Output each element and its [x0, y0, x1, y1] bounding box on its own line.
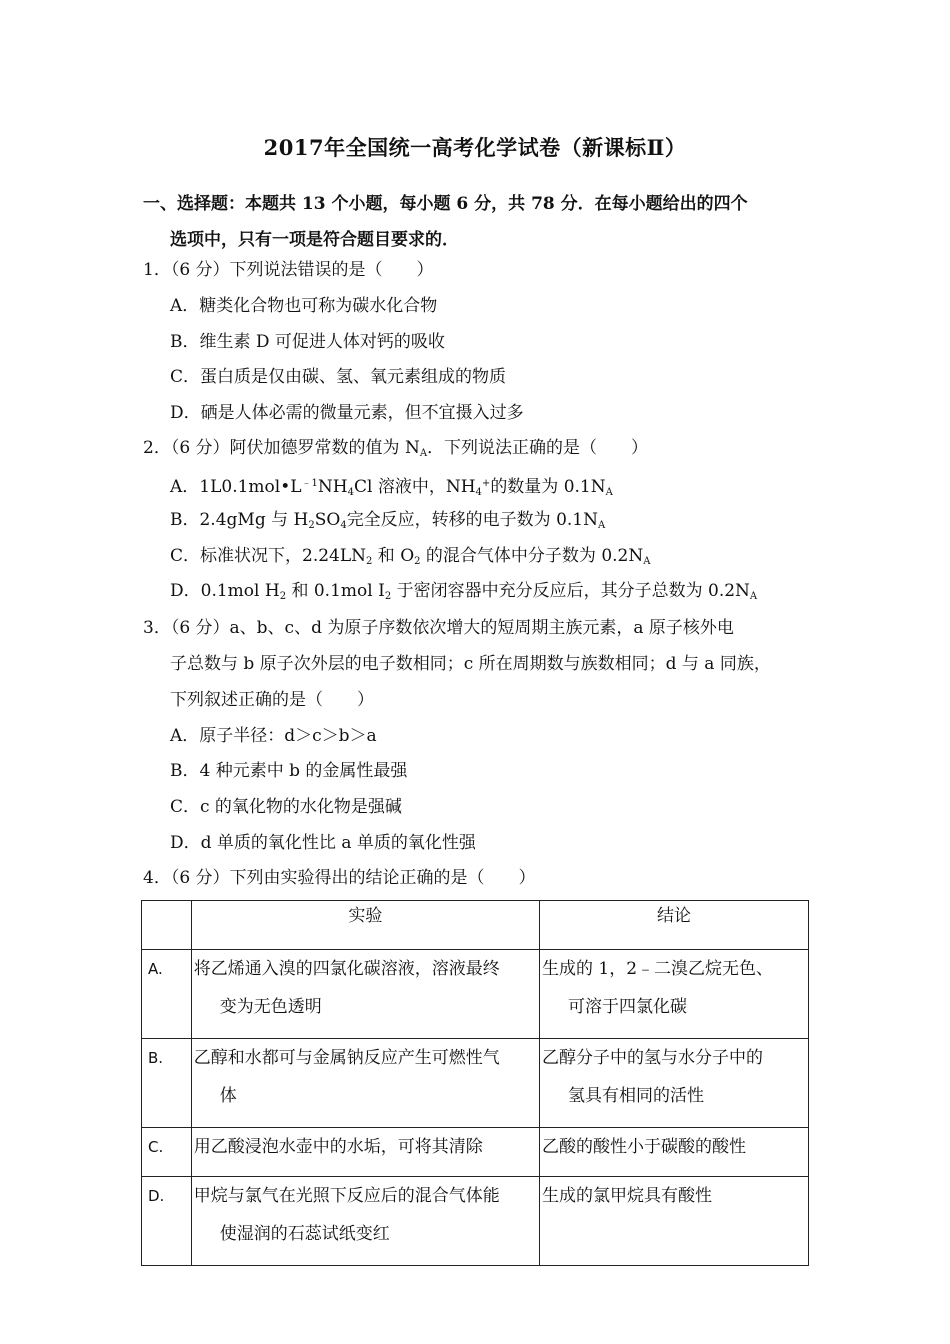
q2-option-d — [170, 580, 757, 608]
conclusion-text: 乙醇分子中的氢与水分子中的 — [542, 1048, 763, 1068]
section-line-2: 选项中，只有一项是符合题目要求的． — [170, 230, 459, 250]
experiment-cell — [191, 1039, 539, 1128]
q3-stem-line-1: 3．（6 分）a、b、c、d 为原子序数依次增大的短周期主族元素，a 原子核外电 — [143, 618, 734, 638]
q2-option-c — [170, 545, 650, 573]
q2-option-b — [170, 509, 605, 537]
q2d-part: 和 0.1mol I — [286, 581, 385, 601]
q2b-sub: 2 — [308, 520, 315, 531]
q3-stem-line-2: 子总数与 b 原子次外层的电子数相同；c 所在周期数与族数相同；d 与 a 同族， — [170, 654, 771, 674]
q2a-sub: 4 — [475, 487, 482, 498]
row-label: D. — [142, 1177, 192, 1266]
q2b-sub: 4 — [340, 520, 347, 531]
q1-option-c: C．蛋白质是仅由碳、氢、氧元素组成的物质 — [170, 367, 507, 387]
exam-title: 2017年全国统一高考化学试卷（新课标Ⅱ） — [263, 135, 687, 160]
experiment-table — [141, 900, 809, 1266]
q2a-sub: 4 — [347, 487, 354, 498]
q2-stem-text: 2．（6 分）阿伏加德罗常数的值为 N — [143, 438, 420, 458]
experiment-cell — [191, 1128, 539, 1177]
table-row — [142, 950, 809, 1039]
q2a-part: 的数量为 0.1N — [490, 477, 606, 497]
conclusion-text: 生成的氯甲烷具有酸性 — [542, 1186, 712, 1206]
conclusion-cell — [540, 950, 809, 1039]
q2a-sup: + — [481, 478, 491, 489]
q2b-sub: A — [598, 520, 606, 531]
q2-stem — [143, 437, 648, 465]
q3-option-b: B．4 种元素中 b 的金属性最强 — [170, 761, 408, 781]
q2-stem-text-end: ．下列说法正确的是（ ） — [427, 438, 649, 458]
header-conclusion: 结论 — [540, 901, 809, 950]
table-row — [142, 1128, 809, 1177]
q2c-part: 和 O — [372, 546, 415, 566]
experiment-text-cont: 体 — [219, 1086, 237, 1106]
q2a-sub: A — [605, 487, 613, 498]
q2d-sub: 2 — [279, 591, 287, 602]
q2d-part: D．0.1mol H — [170, 581, 280, 601]
q2-option-a — [170, 473, 613, 504]
table-header-row — [142, 901, 809, 950]
q2c-part: 的混合气体中分子数为 0.2N — [420, 546, 644, 566]
conclusion-cell — [540, 1128, 809, 1177]
table-row — [142, 1177, 809, 1266]
conclusion-text: 生成的 1，2﹣二溴乙烷无色、 — [542, 959, 774, 979]
q1-option-b: B．维生素 D 可促进人体对钙的吸收 — [170, 332, 445, 352]
table-corner-cell — [142, 901, 192, 950]
q3-option-c: C．c 的氧化物的水化物是强碱 — [170, 797, 402, 817]
q2c-part: C．标准状况下，2.24LN — [170, 546, 367, 566]
q1-option-a: A．糖类化合物也可称为碳水化合物 — [170, 296, 438, 316]
q3-option-a: A．原子半径：d＞c＞b＞a — [170, 726, 377, 746]
conclusion-text: 乙酸的酸性小于碳酸的酸性 — [542, 1137, 746, 1157]
experiment-text: 甲烷与氯气在光照下反应后的混合气体能 — [193, 1186, 500, 1206]
conclusion-cell — [540, 1177, 809, 1266]
q2d-sub: A — [749, 591, 758, 602]
q1-stem: 1．（6 分）下列说法错误的是（ ） — [143, 260, 434, 280]
q2-stem-sub: A — [419, 448, 428, 459]
q2b-part: 完全反应，转移的电子数为 0.1N — [346, 510, 599, 530]
row-label: B. — [142, 1039, 192, 1128]
q2d-sub: 2 — [384, 591, 392, 602]
experiment-text: 将乙烯通入溴的四氯化碳溶液，溶液最终 — [193, 959, 500, 979]
q2c-sub: A — [643, 556, 651, 567]
section-heading — [143, 186, 823, 258]
experiment-text: 用乙酸浸泡水壶中的水垢，可将其清除 — [193, 1137, 483, 1157]
q3-stem-line-3: 下列叙述正确的是（ ） — [170, 690, 374, 710]
q2a-part: Cl 溶液中，NH — [353, 477, 476, 497]
conclusion-text-cont: 氢具有相同的活性 — [568, 1086, 704, 1106]
header-experiment: 实验 — [191, 901, 539, 950]
table-row — [142, 1039, 809, 1128]
row-label: A. — [142, 950, 192, 1039]
experiment-text-cont: 使湿润的石蕊试纸变红 — [219, 1224, 390, 1244]
experiment-cell — [191, 1177, 539, 1266]
conclusion-text-cont: 可溶于四氯化碳 — [568, 997, 687, 1017]
q1-option-d: D．硒是人体必需的微量元素，但不宜摄入过多 — [170, 403, 524, 423]
q2a-sup: ﹣1 — [301, 478, 318, 489]
experiment-cell — [191, 950, 539, 1039]
q2c-sub: 2 — [414, 556, 421, 567]
conclusion-cell — [540, 1039, 809, 1128]
section-line-1: 一、选择题：本题共 13 个小题，每小题 6 分，共 78 分．在每小题给出的四个 — [143, 194, 748, 214]
q2b-part: SO — [314, 510, 341, 530]
q3-option-d: D．d 单质的氧化性比 a 单质的氧化性强 — [170, 833, 476, 853]
q2b-part: B．2.4gMg 与 H — [170, 510, 309, 530]
q4-stem: 4．（6 分）下列由实验得出的结论正确的是（ ） — [143, 868, 536, 888]
q2d-part: 于密闭容器中充分反应后，其分子总数为 0.2N — [391, 581, 750, 601]
q2a-part: NH — [317, 477, 348, 497]
experiment-text-cont: 变为无色透明 — [219, 997, 322, 1017]
experiment-text: 乙醇和水都可与金属钠反应产生可燃性气 — [193, 1048, 500, 1068]
q2a-part: A．1L0.1mol•L — [170, 477, 302, 497]
row-label: C. — [142, 1128, 192, 1177]
q2c-sub: 2 — [366, 556, 373, 567]
